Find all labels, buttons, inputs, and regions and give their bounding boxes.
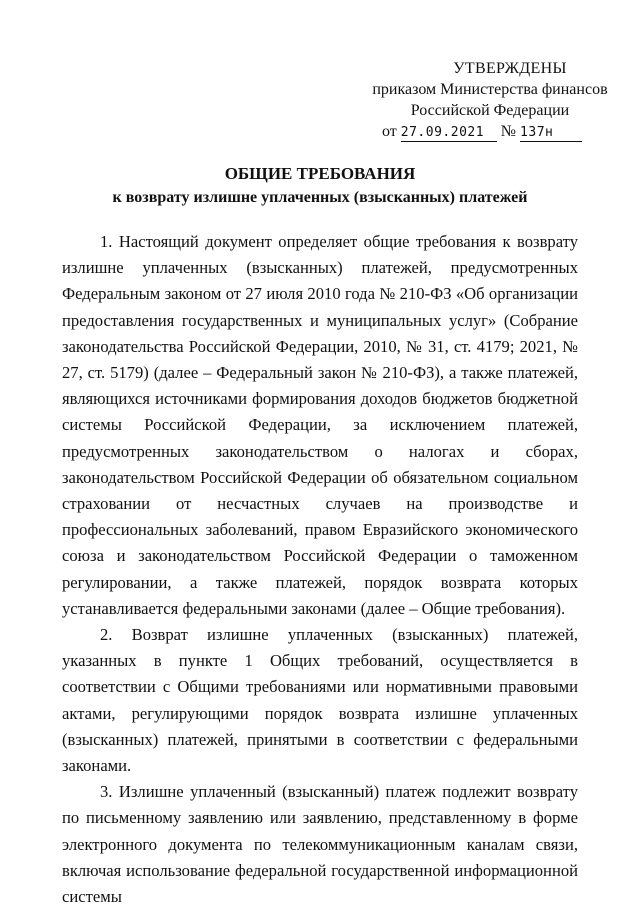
approval-date: 27.09.2021 — [400, 125, 485, 140]
approval-date-field — [401, 124, 497, 142]
approval-block — [370, 58, 610, 142]
paragraph-2: 2. Возврат излишне уплаченных (взысканных) платежей, указанных в пункте 1 Общих требований, осуществляется в соответствии с Общими требованиями или нормативными правовыми актами, регулирующими порядок возврата излишне уплаченных (взысканных) платежей, принятыми в соответствии с федеральными законами. — [62, 625, 578, 776]
document-body — [62, 229, 578, 910]
number-prefix: № — [500, 123, 517, 140]
approval-number-field — [520, 124, 582, 142]
paragraph-1: 1. Настоящий документ определяет общие требования к возврату излишне уплаченных (взысканных) платежей, предусмотренных Федеральным законом от 27 июля 2010 года № 210-ФЗ «Об организации предоставления государственных и муниципальных услуг» (Собрание законодательства Российской Федерации, 2010, № 31, ст. 4179; 2021, № 27, ст. 5179) (далее – Федеральный закон № 210-ФЗ), а также платежей, являющихся источниками формирования доходов бюджетов бюджетной системы Российской Федерации, за исключением платежей, предусмотренных законодательством о налогах и сборах, законодательством Российской Федерации об обязательном социальном страховании от несчастных случаев на производстве и профессиональных заболеваний, правом Евразийского экономического союза и законодательством Российской Федерации о таможенном регулировании, а также платежей, порядок возврата которых устанавливается федеральными законами (далее – Общие требования). — [62, 232, 578, 618]
document-title: ОБЩИЕ ТРЕБОВАНИЯ — [224, 164, 416, 183]
paragraph-3: 3. Излишне уплаченный (взысканный) платеж подлежит возврату по письменному заявлению или заявлению, представленному в форме электронного документа по телекоммуникационным каналам связи, включая использование федеральной государственной информационной системы — [62, 782, 578, 907]
approval-number: 137н — [520, 125, 554, 140]
date-prefix: от — [382, 123, 397, 140]
document-subtitle: к возврату излишне уплаченных (взысканных) платежей — [112, 189, 528, 206]
approval-line-2: Российской Федерации — [410, 102, 570, 119]
approval-line-1: приказом Министерства финансов — [372, 81, 608, 98]
approval-title: УТВЕРЖДЕНЫ — [453, 60, 567, 77]
approval-date-row — [370, 121, 610, 142]
